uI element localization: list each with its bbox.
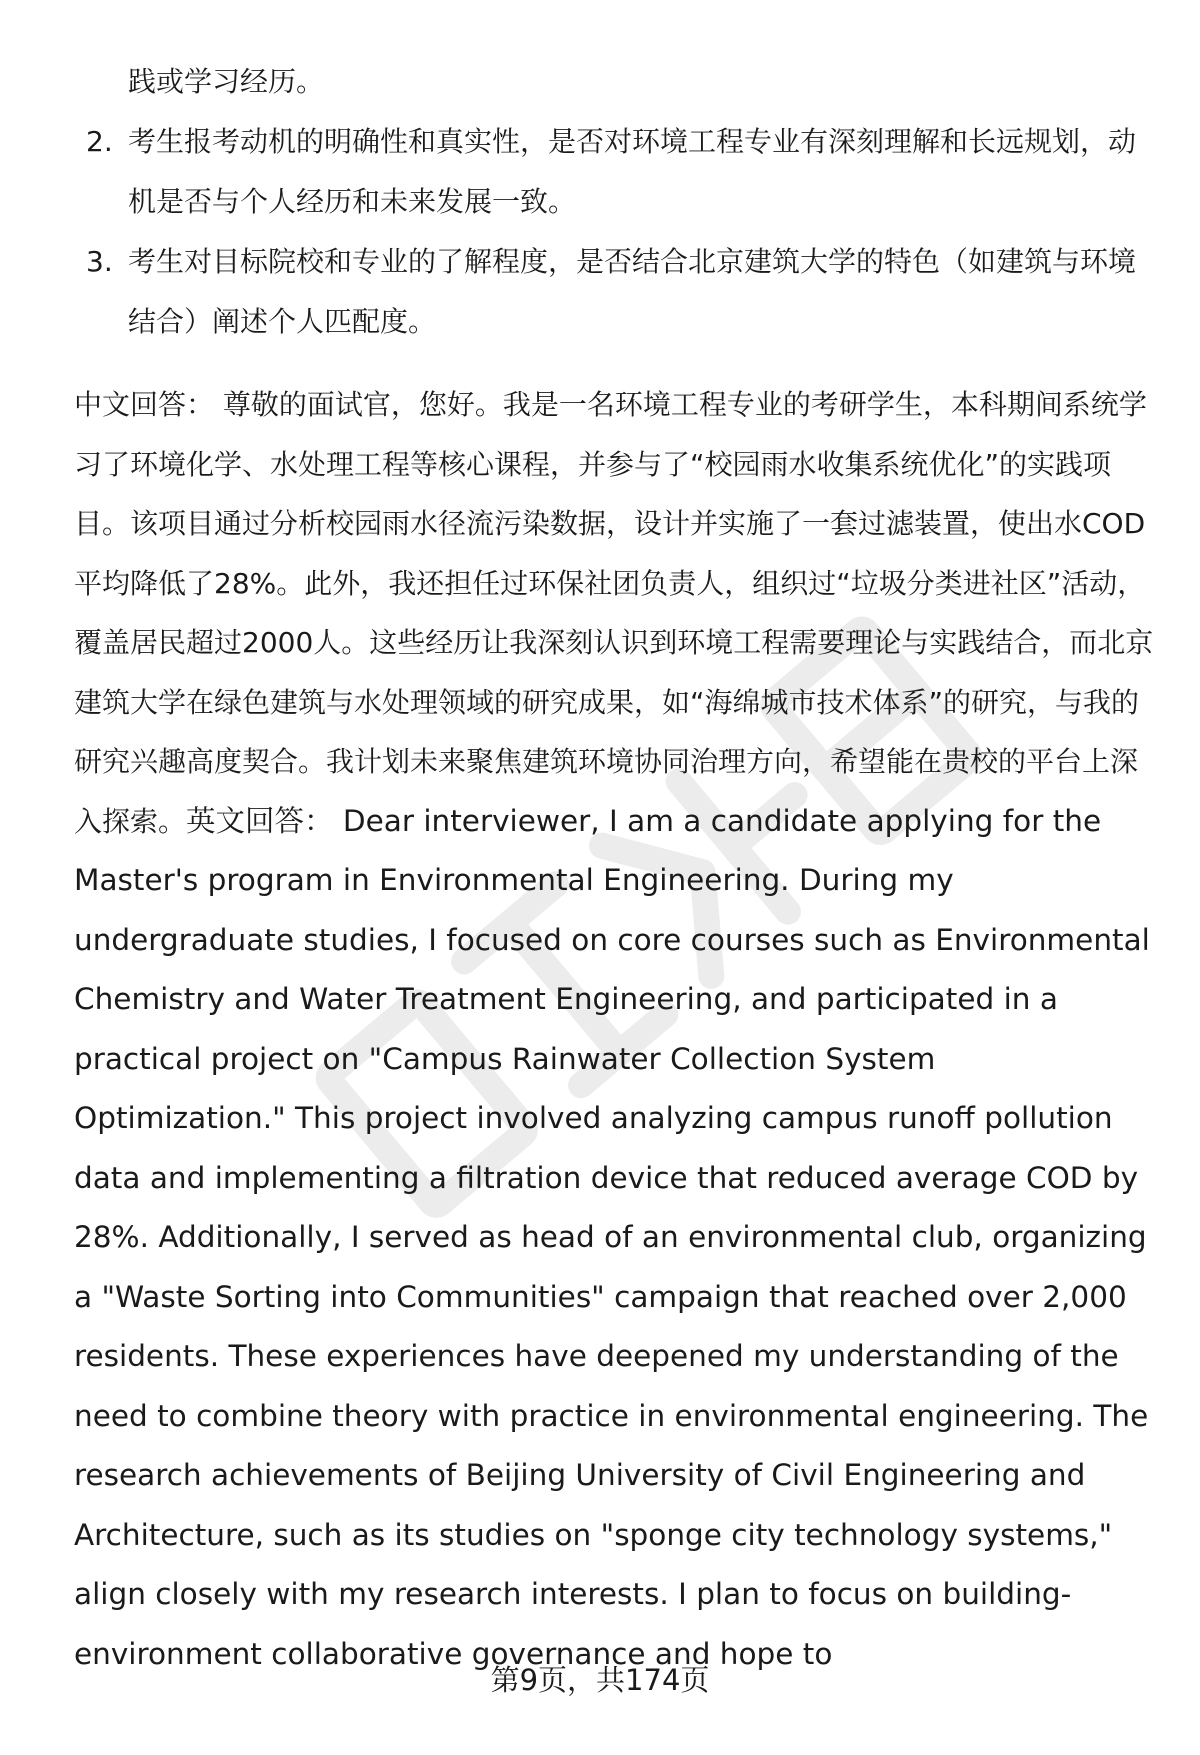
english-answer: 英文回答： Dear interviewer, I am a candidate applying for the Master's program in Environmental Engineering. During my undergraduate studies, I focused on core courses such as Environmental Chemistry and Water Treatment Engineering, and participated in a practical project on "Campus Rainwater Collection System Optimization." This project involved analyzing campus runoff pollution data and implementing a filtration device that reduced average COD by 28%. Additionally, I served as head of an environmental club, organizing a "Waste Sorting into Communities" campaign that reached over 2,000 residents. These experiences have deepened my understanding of the need to combine theory with practice in environmental engineering. The research achievements of Beijing University of Civil Engineering and Architecture, such as its studies on "sponge city technology systems," align closely with my research interests. I plan to focus on building-environment collaborative governance and hope to (74, 803, 1150, 1671)
list-item-text: 考生报考动机的明确性和真实性，是否对环境工程专业有深刻理解和长远规划，动机是否与个人经历和未来发展一致。 (128, 125, 1137, 218)
list-item (0, 232, 1200, 352)
criteria-list (0, 112, 1200, 352)
list-item-number: 3. (86, 245, 113, 278)
list-item-number: 2. (86, 125, 113, 158)
chinese-answer: 中文回答： 尊敬的面试官，您好。我是一名环境工程专业的考研学生，本科期间系统学习了环境化学、水处理工程等核心课程，并参与了“校园雨水收集系统优化”的实践项目。该项目通过分析校园雨水径流污染数据，设计并实施了一套过滤装置，使出水COD平均降低了28%。此外，我还担任过环保社团负责人，组织过“垃圾分类进社区”活动，覆盖居民超过2000人。这些经历让我深刻认识到环境工程需要理论与实践结合，而北京建筑大学在绿色建筑与水处理领域的研究成果，如“海绵城市技术体系”的研究，与我的研究兴趣高度契合。我计划未来聚焦建筑环境协同治理方向，希望能在贵校的平台上深入探索。 (74, 388, 1154, 838)
page-indicator: 第9页，共174页 (490, 1663, 710, 1697)
list-item-text: 考生对目标院校和专业的了解程度，是否结合北京建筑大学的特色（如建筑与环境结合）阐述个人匹配度。 (128, 245, 1137, 338)
continuation-line: 践或学习经历。 (128, 65, 325, 98)
answer-paragraph (74, 375, 1154, 1684)
list-item (0, 112, 1200, 232)
